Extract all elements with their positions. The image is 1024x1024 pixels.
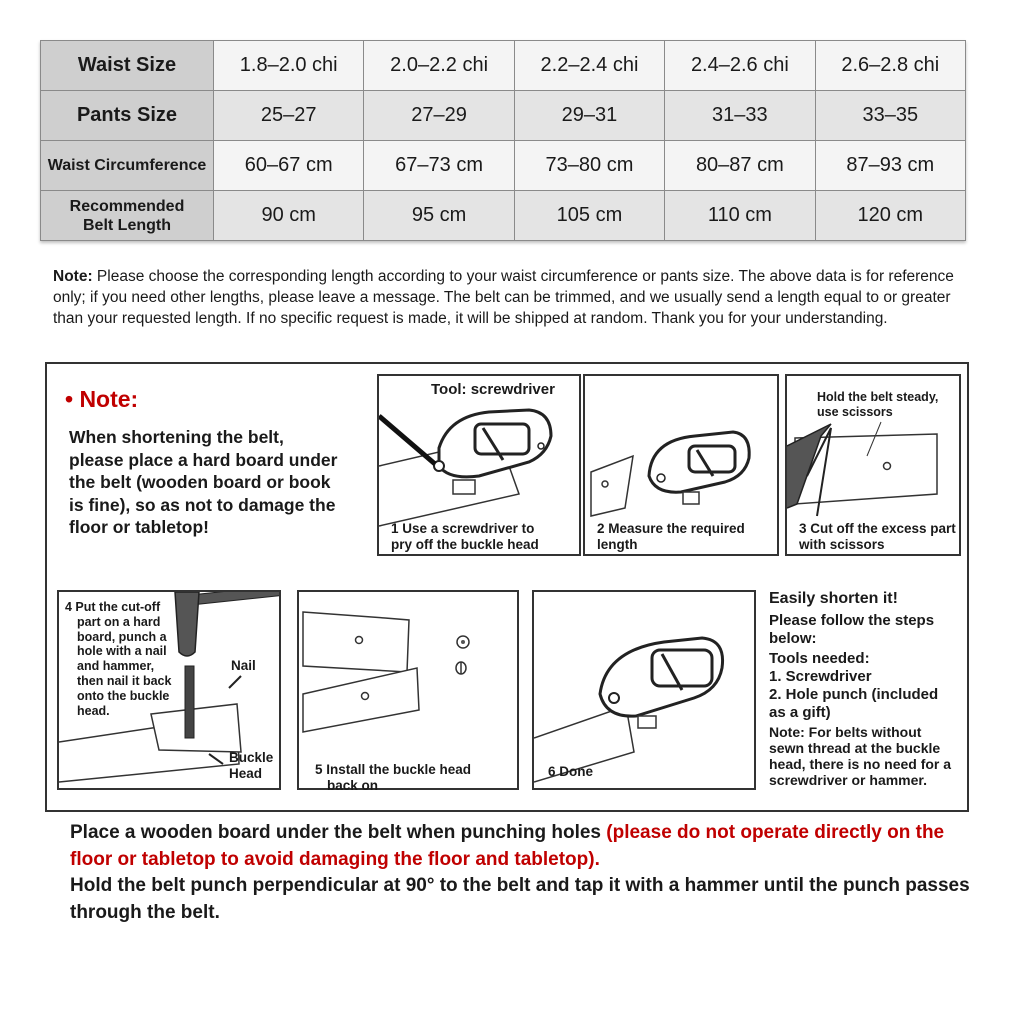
table-cell: 29–31 [514, 91, 664, 141]
step-3-panel [785, 374, 961, 556]
table-cell: 95 cm [364, 191, 514, 241]
side-tools: Tools needed: [769, 650, 870, 667]
row-header-waist-size: Waist Size [41, 41, 214, 91]
bottom-line-2: Hold the belt punch perpendicular at 90° to the belt and tap it with a hammer until the punch passes through the belt. [70, 875, 970, 923]
table-cell: 80–87 cm [665, 141, 815, 191]
step-4-panel [57, 590, 281, 790]
table-cell: 60–67 cm [214, 141, 364, 191]
text-line: board, punch a [77, 629, 167, 644]
label-line: Hold the belt steady, [817, 390, 939, 404]
table-cell: 105 cm [514, 191, 664, 241]
note-text: Please choose the corresponding length according to your waist circumference or pants size. The above data is for reference only; if you need other lengths, please leave a message. The belt can be trimmed, and we usually send a length equal to or greater than your requested length. If no specific request is made, it will be shipped at random. Thank you for your understanding. [53, 268, 954, 327]
text-line: then nail it back [77, 673, 172, 688]
table-cell: 1.8–2.0 chi [214, 41, 364, 91]
table-cell: 73–80 cm [514, 141, 664, 191]
step-5-panel [297, 590, 519, 793]
note-title: • Note: [65, 386, 139, 412]
reference-note [53, 266, 983, 329]
row-header-recommended-belt-length [41, 191, 214, 241]
text-line: onto the buckle [77, 688, 170, 703]
bottom-instructions [70, 820, 970, 926]
step-4-text [65, 600, 171, 718]
caption-line: pry off the buckle head [391, 537, 539, 552]
table-cell: 31–33 [665, 91, 815, 141]
table-cell: 33–35 [815, 91, 965, 141]
table-cell: 2.0–2.2 chi [364, 41, 514, 91]
table-row [41, 191, 966, 241]
row-header-pants-size: Pants Size [41, 91, 214, 141]
caption-line: with scissors [799, 537, 885, 552]
buckle-head-label [229, 750, 273, 782]
table-cell: 25–27 [214, 91, 364, 141]
caption-line: length [597, 537, 638, 552]
step-6-caption: 6 Done [548, 764, 594, 779]
table-cell: 2.4–2.6 chi [665, 41, 815, 91]
label-line: use scissors [817, 405, 893, 419]
side-tool-2: 2. Hole punch (included as a gift) [769, 686, 939, 721]
row-header-waist-circumference: Waist Circumference [41, 141, 214, 191]
step-1-caption [391, 521, 539, 553]
bottom-line-1: Place a wooden board under the belt when punching holes [70, 822, 607, 843]
caption-line: 3 Cut off the excess part [799, 521, 956, 536]
table-cell: 120 cm [815, 191, 965, 241]
caption-line: 2 Measure the required [597, 521, 745, 536]
step-2-panel [583, 374, 779, 556]
bottom-warning: (please do not operate directly on the floor or tabletop to avoid damaging the floor and tabletop). [70, 822, 945, 870]
step-6-panel [532, 590, 756, 790]
rivet-icon [299, 592, 517, 788]
note-body: When shortening the belt, please place a hard board under the belt (wooden board or book is fine), so as not to damage the floor or tabletop! [69, 427, 338, 537]
side-title: Easily shorten it! [769, 590, 898, 607]
table-cell: 110 cm [665, 191, 815, 241]
step-1-tool-label: Tool: screwdriver [431, 381, 555, 398]
buckle-icon [534, 592, 754, 788]
table-row [41, 91, 966, 141]
instructions-panel [45, 362, 969, 812]
note-label: Note: [53, 268, 93, 285]
step-5-caption [315, 762, 471, 794]
table-cell: 27–29 [364, 91, 514, 141]
step-3-caption [799, 521, 956, 553]
text-line: part on a hard [77, 614, 161, 629]
size-table [40, 40, 966, 241]
side-tool-1: 1. Screwdriver [769, 668, 872, 685]
header-line: Belt Length [83, 216, 171, 234]
text-line: head. [77, 703, 110, 718]
table-cell: 90 cm [214, 191, 364, 241]
caption-line: 5 Install the buckle head [315, 762, 472, 777]
label-line: Buckle [229, 750, 274, 765]
table-cell: 2.6–2.8 chi [815, 41, 965, 91]
table-cell: 2.2–2.4 chi [514, 41, 664, 91]
side-follow: Please follow the steps below: [769, 612, 935, 647]
table-row [41, 41, 966, 91]
text-line: 4 Put the cut-off [65, 600, 161, 614]
step-2-caption [597, 521, 745, 553]
caption-line: back on [327, 778, 379, 793]
label-line: Head [229, 766, 263, 781]
table-cell: 67–73 cm [364, 141, 514, 191]
side-note: Note: For belts without sewn thread at the buckle head, there is no need for a screwdriver or hammer. [769, 724, 952, 788]
side-instructions [769, 590, 959, 788]
text-line: hole with a nail [77, 644, 167, 659]
caption-line: 1 Use a screwdriver to [391, 521, 535, 536]
table-cell: 87–93 cm [815, 141, 965, 191]
table-row [41, 141, 966, 191]
header-line: Recommended [69, 197, 185, 215]
text-line: and hammer, [77, 659, 155, 674]
nail-label: Nail [231, 658, 256, 673]
step-1-panel [377, 374, 581, 556]
